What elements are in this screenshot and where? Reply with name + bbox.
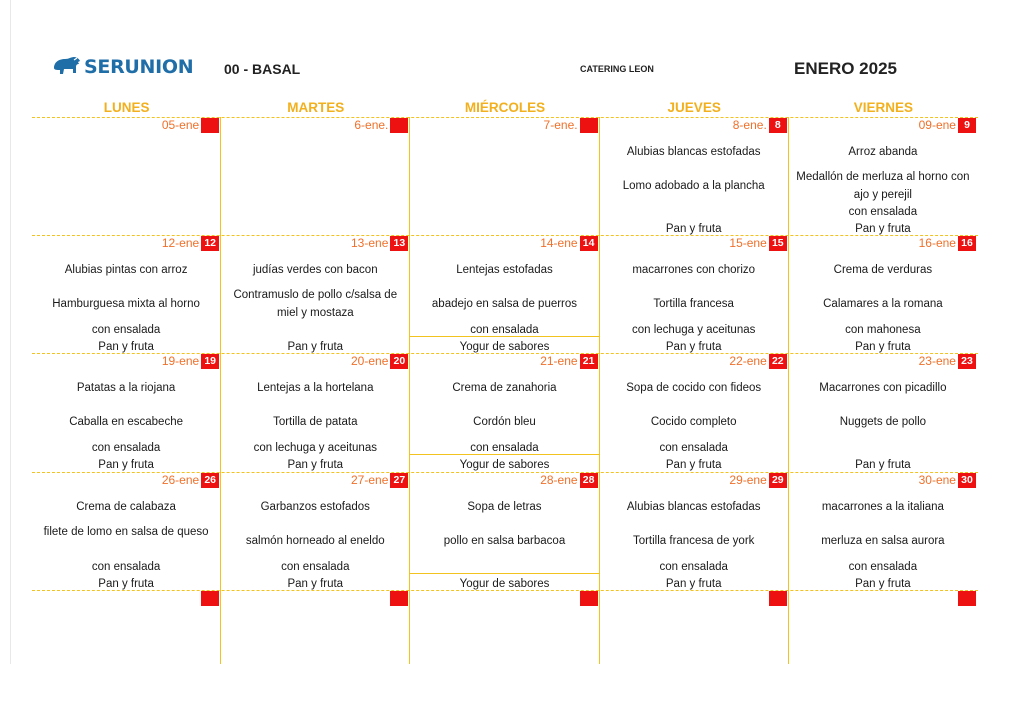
day-cell (600, 235, 788, 353)
day-number-badge: 15 (769, 236, 787, 251)
first-course: Alubias pintas con arroz (64, 264, 188, 277)
day-cell (789, 117, 977, 235)
day-cell (221, 472, 409, 590)
dessert: Yogur de sabores (459, 459, 550, 472)
bread-fruit: Pan y fruta (287, 341, 344, 354)
side-dish: con ensalada (848, 560, 918, 573)
second-course: Contramuslo de pollo c/salsa de miel y mostaza (233, 289, 398, 320)
day-number-badge (769, 591, 787, 606)
day-cell (789, 590, 977, 708)
second-course: Lomo adobado a la plancha (622, 180, 765, 192)
day-date: 14-ene (540, 236, 578, 251)
caterer-name: CATERING LEON (580, 64, 654, 74)
day-date: 23-ene (918, 354, 956, 369)
day-cell (32, 235, 220, 353)
day-number-badge: 13 (390, 236, 408, 251)
day-number-badge: 30 (958, 473, 976, 488)
day-header: MARTES (287, 100, 345, 115)
day-cell (32, 590, 220, 708)
second-course: pollo en salsa barbacoa (443, 534, 566, 547)
dessert-separator (410, 454, 598, 455)
day-header: MIÉRCOLES (464, 100, 546, 115)
day-date: 8-ene. (732, 118, 767, 132)
side-dish: con ensalada (91, 324, 161, 337)
serunion-logo (52, 56, 193, 78)
first-course: Crema de zanahoria (452, 382, 557, 395)
side-dish: con lechuga y aceitunas (631, 324, 756, 337)
day-number-badge (580, 118, 598, 133)
first-course: Sopa de letras (467, 500, 542, 513)
logo-text: SERUNION (84, 56, 194, 78)
day-cell (221, 235, 409, 353)
day-cell (221, 590, 409, 708)
day-date: 15-ene (729, 236, 767, 251)
day-header: LUNES (103, 100, 150, 115)
day-cell (410, 590, 598, 708)
day-date: 6-ene. (354, 118, 389, 132)
day-number-badge (958, 591, 976, 606)
dessert: Yogur de sabores (459, 341, 550, 354)
day-cell (789, 472, 977, 590)
bread-fruit: Pan y fruta (855, 577, 911, 590)
day-number-badge (390, 591, 408, 606)
first-course: judías verdes con bacon (252, 264, 378, 277)
day-date: 29-ene (729, 472, 767, 487)
side-dish: con ensalada (659, 442, 728, 455)
day-cell (32, 353, 220, 471)
day-date: 28-ene (540, 472, 578, 487)
side-dish: con lechuga y aceitunas (253, 442, 377, 455)
day-date: 30-ene (918, 472, 956, 487)
bread-fruit: Pan y fruta (287, 577, 344, 590)
day-cell (410, 235, 598, 353)
first-course: Patatas a la riojana (76, 382, 176, 395)
day-cell (410, 472, 598, 590)
second-course: Tortilla de patata (273, 416, 358, 429)
day-number-badge (580, 591, 598, 606)
second-course: Tortilla francesa de york (632, 534, 755, 547)
day-header: JUEVES (667, 100, 721, 115)
second-course: Cordón bleu (473, 416, 536, 429)
day-number-badge: 20 (390, 354, 408, 369)
first-course: Lentejas estofadas (456, 264, 553, 277)
first-course: Alubias blancas estofadas (626, 500, 761, 513)
side-dish: con ensalada (659, 560, 728, 573)
side-dish: con ensalada (281, 560, 350, 573)
first-course: macarrones a la italiana (821, 500, 944, 513)
day-cell (600, 353, 788, 471)
day-number-badge: 29 (769, 473, 787, 488)
side-dish: con ensalada (470, 442, 539, 455)
menu-name: 00 - BASAL (224, 61, 301, 77)
day-number-badge: 21 (580, 354, 598, 369)
day-number-badge: 16 (958, 236, 976, 251)
second-course: Nuggets de pollo (839, 416, 927, 429)
dessert-separator (410, 573, 598, 574)
side-dish: con ensalada (91, 442, 161, 455)
first-course: Alubias blancas estofadas (626, 146, 761, 158)
day-date: 22-ene (729, 354, 767, 369)
first-course: Crema de calabaza (76, 500, 176, 513)
day-date: 12-ene (161, 236, 200, 251)
first-course: Arroz abanda (848, 146, 918, 158)
second-course: Calamares a la romana (823, 298, 943, 311)
day-date: 19-ene (161, 354, 200, 369)
dessert: Yogur de sabores (459, 577, 550, 590)
day-cell (410, 353, 598, 471)
second-course: merluza en salsa aurora (821, 534, 945, 547)
day-cell (600, 117, 788, 235)
second-course: salmón horneado al eneldo (245, 534, 385, 547)
second-course: Cocido completo (650, 416, 737, 429)
dessert-separator (410, 336, 598, 337)
bread-fruit: Pan y fruta (855, 341, 911, 354)
second-course: Hamburguesa mixta al horno (52, 298, 200, 311)
day-number-badge (390, 118, 408, 133)
side-dish: con mahonesa (845, 324, 921, 337)
day-cell (32, 472, 220, 590)
day-cell (221, 353, 409, 471)
first-course: Crema de verduras (833, 264, 933, 277)
day-number-badge (201, 118, 219, 133)
day-cell (789, 353, 977, 471)
month-title: ENERO 2025 (794, 59, 897, 78)
day-header: VIERNES (853, 100, 914, 115)
day-number-badge: 8 (769, 118, 787, 133)
day-number-badge: 9 (958, 118, 976, 133)
day-date: 13-ene (351, 236, 389, 251)
bison-icon (52, 56, 82, 78)
bread-fruit: Pan y fruta (665, 459, 722, 472)
day-number-badge: 28 (580, 473, 598, 488)
second-course: abadejo en salsa de puerros (431, 298, 578, 311)
bread-fruit: Pan y fruta (287, 459, 344, 472)
side-dish: con ensalada (848, 206, 918, 218)
day-cell (600, 590, 788, 708)
first-course: Garbanzos estofados (260, 500, 370, 513)
day-date: 27-ene (351, 472, 389, 487)
day-cell (600, 472, 788, 590)
day-cell (789, 235, 977, 353)
day-cell (32, 117, 220, 235)
day-date: 7-ene. (543, 118, 578, 132)
bread-fruit: Pan y fruta (98, 341, 154, 354)
second-course: Medallón de merluza al horno con ajo y perejil (796, 171, 970, 201)
day-date: 26-ene (161, 472, 200, 487)
side-dish: con ensalada (91, 560, 161, 573)
bread-fruit: Pan y fruta (665, 577, 722, 590)
day-cell (410, 117, 598, 235)
day-date: 20-ene (351, 354, 389, 369)
bread-fruit: Pan y fruta (665, 341, 722, 354)
day-number-badge: 12 (201, 236, 219, 251)
bread-fruit: Pan y fruta (855, 223, 911, 235)
day-date: 21-ene (540, 354, 578, 369)
day-date: 16-ene (918, 236, 956, 251)
first-course: Lentejas a la hortelana (257, 382, 374, 395)
first-course: Sopa de cocido con fideos (626, 382, 762, 395)
day-number-badge: 19 (201, 354, 219, 369)
bread-fruit: Pan y fruta (665, 223, 722, 235)
second-course: Tortilla francesa (653, 298, 734, 311)
bread-fruit: Pan y fruta (855, 459, 911, 472)
menu-calendar (32, 100, 978, 664)
first-course: macarrones con chorizo (632, 264, 756, 277)
day-number-badge: 26 (201, 473, 219, 488)
day-date: 05-ene (161, 118, 200, 132)
day-number-badge (201, 591, 219, 606)
bread-fruit: Pan y fruta (98, 577, 154, 590)
day-cell (221, 117, 409, 235)
page-margin-line (10, 0, 11, 664)
bread-fruit: Pan y fruta (98, 459, 154, 472)
day-date: 09-ene (918, 118, 956, 132)
first-course: Macarrones con picadillo (819, 382, 947, 395)
day-number-badge: 27 (390, 473, 408, 488)
day-number-badge: 23 (958, 354, 976, 369)
side-dish: con ensalada (470, 324, 539, 337)
day-number-badge: 14 (580, 236, 598, 251)
second-course: Caballa en escabeche (69, 416, 183, 429)
day-number-badge: 22 (769, 354, 787, 369)
second-course: filete de lomo en salsa de queso (43, 525, 209, 538)
